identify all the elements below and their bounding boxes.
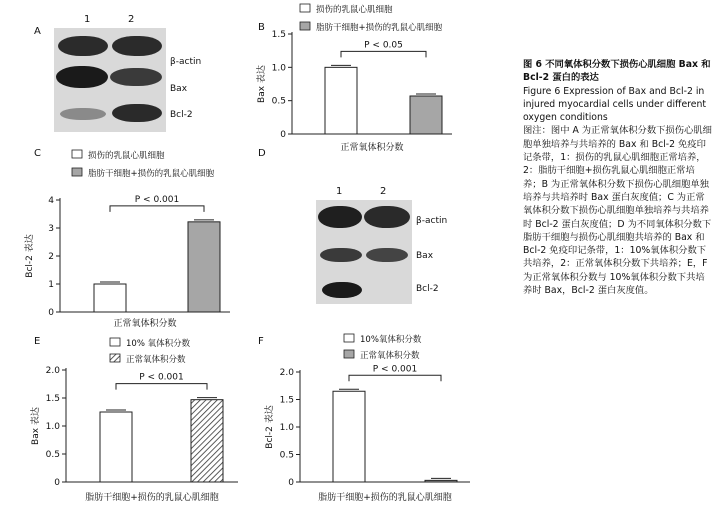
- panel-letter: F: [258, 336, 264, 347]
- panel-a-lane-1: 1: [84, 14, 91, 25]
- y-tick-label: 1.0: [45, 422, 60, 432]
- significance-bracket: [341, 51, 426, 57]
- y-tick-label: 4: [48, 196, 54, 206]
- panel-d-letter: D: [258, 148, 266, 159]
- caption-title-en: Figure 6 Expression of Bax and Bcl-2 in injured myocardial cells under different oxygen conditions: [523, 85, 707, 124]
- y-tick-label: 1.5: [279, 395, 294, 406]
- y-axis-label: Bax 表达: [31, 407, 41, 445]
- y-tick-label: 0.5: [279, 450, 294, 461]
- panel-letter: C: [34, 148, 41, 159]
- y-tick-label: 3: [48, 224, 54, 234]
- bar: [188, 222, 220, 312]
- legend-swatch: [300, 4, 310, 12]
- legend-label: 脂肪干细胞+损伤的乳鼠心肌细胞: [316, 23, 443, 33]
- panel-d-band-label-bcl2: Bcl-2: [416, 284, 439, 294]
- significance-label: P < 0.05: [364, 40, 403, 51]
- legend-label: 正常氧体积分数: [126, 355, 186, 365]
- panel-d-lane-2: 2: [380, 186, 387, 197]
- legend-label: 10%氧体积分数: [360, 335, 422, 345]
- panel-a-band-label-bcl2: Bcl-2: [170, 110, 193, 120]
- y-axis-label: Bax 表达: [257, 65, 267, 103]
- figure-caption: [523, 58, 713, 297]
- x-axis-label: 正常氧体积分数: [340, 143, 404, 153]
- legend-label: 脂肪干细胞+损伤的乳鼠心肌细胞: [88, 169, 215, 179]
- significance-label: P < 0.001: [139, 372, 184, 383]
- y-tick-label: 2.0: [45, 366, 60, 376]
- significance-bracket: [349, 375, 441, 381]
- x-axis-label: 正常氧体积分数: [113, 319, 177, 329]
- legend-swatch: [72, 168, 82, 176]
- significance-bracket: [110, 206, 204, 212]
- y-axis-label: Bcl-2 表达: [25, 234, 35, 278]
- significance-bracket: [116, 384, 207, 390]
- bar: [333, 391, 365, 482]
- legend-swatch: [344, 350, 354, 358]
- legend-swatch: [72, 150, 82, 158]
- caption-title-cn: 图 6 不同氧体积分数下损伤心肌细胞 Bax 和 Bcl-2 蛋白的表达: [523, 59, 711, 84]
- panel-a-band-label-actin: β-actin: [170, 57, 202, 67]
- y-tick-label: 0.5: [45, 450, 60, 460]
- legend-swatch: [110, 354, 120, 362]
- bar: [94, 284, 126, 312]
- panel-letter: B: [258, 22, 265, 33]
- legend-swatch: [300, 22, 310, 30]
- y-tick-label: 0: [48, 308, 54, 318]
- y-tick-label: 1.0: [279, 423, 294, 433]
- x-axis-label: 脂肪干细胞+损伤的乳鼠心肌细胞: [318, 493, 452, 503]
- bar: [410, 96, 442, 134]
- legend-label: 损伤的乳鼠心肌细胞: [88, 151, 165, 161]
- panel-a-band-label-bax: Bax: [170, 84, 188, 94]
- legend-label: 10% 氧体积分数: [126, 339, 191, 349]
- panel-d-lane-1: 1: [336, 186, 343, 197]
- bar: [325, 67, 357, 134]
- y-tick-label: 1.5: [45, 394, 60, 404]
- panel-letter: E: [34, 336, 41, 347]
- bar: [425, 480, 457, 482]
- legend-label: 损伤的乳鼠心肌细胞: [316, 5, 393, 15]
- bar: [191, 400, 223, 482]
- y-tick-label: 2: [48, 252, 54, 262]
- caption-note: 图注：图中 A 为正常氧体积分数下损伤心肌细胞单独培养与共培养的 Bax 和 Bcl-2 免疫印记条带，1：损伤的乳鼠心肌细胞正常培养，2：脂肪干细胞+损伤乳鼠心肌细胞正常培养；B 为正常氧体积分数下损伤心肌细胞单独培养与共培养时 Bax 蛋白灰度值；C 为正常氧体积分数下损伤心肌细胞单独培养与共培养时 Bcl-2 蛋白灰度值；D 为不同氧体积分数下脂肪干细胞与损伤心肌细胞共培养的 Bax 和 Bcl-2 免疫印记条带，1：10%氧体积分数下共培养，2：正常氧体积分数下共培养；E，F 为正常氧体积分数与 10%氧体积分数下共培养时 Bax，Bcl-2 蛋白灰度值。: [523, 125, 712, 297]
- legend-swatch: [110, 338, 120, 346]
- y-tick-label: 2.0: [279, 368, 294, 378]
- y-tick-label: 0: [280, 130, 286, 140]
- x-axis-label: 脂肪干细胞+损伤的乳鼠心肌细胞: [85, 493, 219, 503]
- significance-label: P < 0.001: [134, 194, 180, 205]
- y-tick-label: 1.5: [271, 30, 286, 40]
- panel-a-letter: A: [34, 26, 41, 37]
- panel-d-band-label-bax: Bax: [416, 251, 434, 261]
- y-tick-label: 0: [288, 478, 294, 488]
- panel-a-lane-2: 2: [128, 14, 135, 25]
- significance-label: P < 0.001: [372, 364, 418, 375]
- y-tick-label: 0.5: [271, 96, 286, 107]
- bar: [100, 412, 132, 482]
- legend-label: 正常氧体积分数: [360, 351, 420, 361]
- panel-d-band-label-actin: β-actin: [416, 216, 448, 226]
- y-tick-label: 1: [48, 280, 54, 290]
- y-tick-label: 0: [54, 478, 60, 488]
- legend-swatch: [344, 334, 354, 342]
- y-axis-label: Bcl-2 表达: [265, 405, 275, 449]
- y-tick-label: 1.0: [271, 63, 286, 74]
